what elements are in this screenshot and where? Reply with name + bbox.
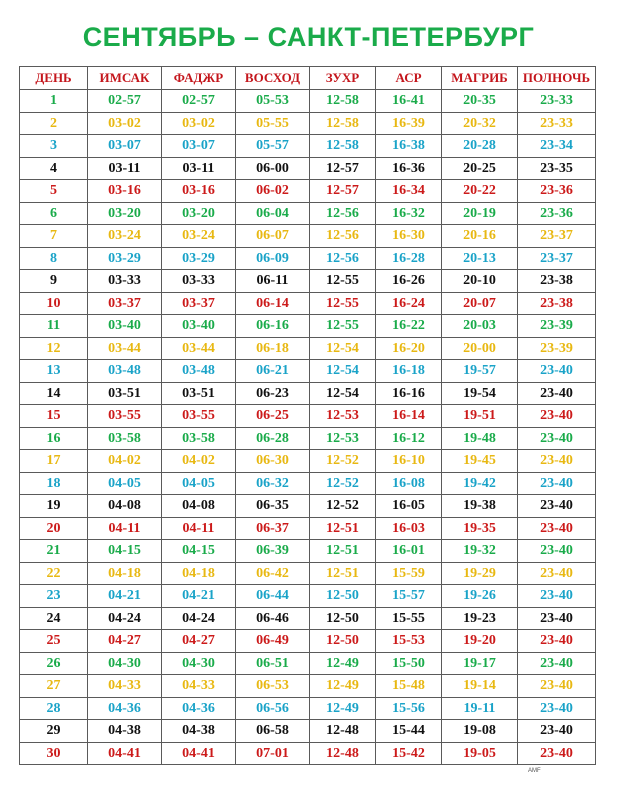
cell-imsak: 04-38 [88,720,162,743]
cell-dhuhr: 12-52 [310,495,376,518]
cell-imsak: 04-11 [88,517,162,540]
table-row [20,360,596,383]
table-row [20,90,596,113]
header-dhuhr: ЗУХР [310,67,376,90]
cell-day: 10 [20,292,88,315]
cell-day: 26 [20,652,88,675]
cell-maghrib: 19-14 [442,675,518,698]
cell-fajr: 03-33 [162,270,236,293]
cell-asr: 16-24 [376,292,442,315]
cell-fajr: 04-02 [162,450,236,473]
table-row [20,630,596,653]
cell-sunrise: 06-21 [236,360,310,383]
cell-maghrib: 19-32 [442,540,518,563]
cell-fajr: 04-05 [162,472,236,495]
cell-maghrib: 20-16 [442,225,518,248]
cell-midnight: 23-40 [518,382,596,405]
cell-maghrib: 19-17 [442,652,518,675]
table-row [20,337,596,360]
cell-sunrise: 06-58 [236,720,310,743]
cell-imsak: 04-05 [88,472,162,495]
cell-day: 23 [20,585,88,608]
page-title: СЕНТЯБРЬ – САНКТ-ПЕТЕРБУРГ [82,22,535,52]
cell-imsak: 03-33 [88,270,162,293]
cell-day: 21 [20,540,88,563]
cell-maghrib: 20-28 [442,135,518,158]
cell-dhuhr: 12-52 [310,450,376,473]
cell-dhuhr: 12-49 [310,652,376,675]
cell-asr: 16-20 [376,337,442,360]
cell-sunrise: 06-09 [236,247,310,270]
table-row [20,112,596,135]
cell-dhuhr: 12-51 [310,540,376,563]
cell-asr: 16-30 [376,225,442,248]
table-row [20,247,596,270]
cell-imsak: 03-58 [88,427,162,450]
cell-midnight: 23-40 [518,472,596,495]
table-row [20,157,596,180]
cell-dhuhr: 12-53 [310,405,376,428]
table-row [20,180,596,203]
cell-asr: 16-18 [376,360,442,383]
table-row [20,607,596,630]
cell-dhuhr: 12-55 [310,315,376,338]
cell-maghrib: 19-08 [442,720,518,743]
cell-fajr: 04-08 [162,495,236,518]
header-sunrise: ВОСХОД [236,67,310,90]
cell-dhuhr: 12-49 [310,675,376,698]
cell-dhuhr: 12-56 [310,225,376,248]
cell-dhuhr: 12-51 [310,562,376,585]
table-row [20,202,596,225]
cell-sunrise: 06-32 [236,472,310,495]
cell-sunrise: 06-07 [236,225,310,248]
cell-midnight: 23-40 [518,697,596,720]
cell-sunrise: 06-44 [236,585,310,608]
cell-dhuhr: 12-58 [310,112,376,135]
cell-dhuhr: 12-54 [310,382,376,405]
prayer-times-table [19,66,596,765]
cell-fajr: 04-21 [162,585,236,608]
cell-imsak: 03-51 [88,382,162,405]
cell-dhuhr: 12-49 [310,697,376,720]
cell-asr: 15-50 [376,652,442,675]
cell-asr: 16-38 [376,135,442,158]
cell-maghrib: 20-13 [442,247,518,270]
cell-imsak: 04-08 [88,495,162,518]
cell-day: 2 [20,112,88,135]
cell-day: 6 [20,202,88,225]
cell-imsak: 03-16 [88,180,162,203]
cell-sunrise: 06-35 [236,495,310,518]
cell-sunrise: 05-57 [236,135,310,158]
cell-asr: 16-39 [376,112,442,135]
cell-day: 18 [20,472,88,495]
cell-asr: 16-14 [376,405,442,428]
cell-sunrise: 06-23 [236,382,310,405]
cell-sunrise: 06-53 [236,675,310,698]
cell-imsak: 04-27 [88,630,162,653]
table-row [20,382,596,405]
cell-asr: 16-28 [376,247,442,270]
table-row [20,292,596,315]
cell-fajr: 03-51 [162,382,236,405]
cell-midnight: 23-40 [518,360,596,383]
cell-imsak: 04-33 [88,675,162,698]
cell-fajr: 04-33 [162,675,236,698]
cell-sunrise: 06-18 [236,337,310,360]
table-header-row [20,67,596,90]
table-row [20,450,596,473]
cell-dhuhr: 12-50 [310,607,376,630]
cell-sunrise: 07-01 [236,742,310,765]
cell-midnight: 23-40 [518,652,596,675]
cell-midnight: 23-37 [518,225,596,248]
cell-maghrib: 19-11 [442,697,518,720]
cell-day: 1 [20,90,88,113]
cell-midnight: 23-40 [518,450,596,473]
cell-dhuhr: 12-55 [310,292,376,315]
cell-day: 15 [20,405,88,428]
header-midnight: ПОЛНОЧЬ [518,67,596,90]
cell-maghrib: 19-05 [442,742,518,765]
cell-dhuhr: 12-48 [310,720,376,743]
cell-sunrise: 05-55 [236,112,310,135]
cell-asr: 16-08 [376,472,442,495]
cell-day: 30 [20,742,88,765]
cell-sunrise: 06-37 [236,517,310,540]
cell-maghrib: 20-00 [442,337,518,360]
cell-sunrise: 06-39 [236,540,310,563]
cell-maghrib: 19-26 [442,585,518,608]
cell-fajr: 02-57 [162,90,236,113]
cell-day: 28 [20,697,88,720]
cell-maghrib: 20-32 [442,112,518,135]
cell-day: 3 [20,135,88,158]
cell-fajr: 03-11 [162,157,236,180]
cell-midnight: 23-40 [518,427,596,450]
table-row [20,697,596,720]
cell-dhuhr: 12-58 [310,90,376,113]
cell-fajr: 03-37 [162,292,236,315]
cell-fajr: 04-18 [162,562,236,585]
cell-asr: 16-34 [376,180,442,203]
cell-fajr: 04-38 [162,720,236,743]
cell-fajr: 03-44 [162,337,236,360]
cell-dhuhr: 12-54 [310,360,376,383]
cell-sunrise: 05-53 [236,90,310,113]
cell-maghrib: 20-07 [442,292,518,315]
cell-day: 11 [20,315,88,338]
cell-dhuhr: 12-56 [310,202,376,225]
cell-midnight: 23-38 [518,270,596,293]
cell-maghrib: 20-25 [442,157,518,180]
table-row [20,495,596,518]
cell-day: 4 [20,157,88,180]
cell-asr: 15-55 [376,607,442,630]
table-row [20,405,596,428]
cell-fajr: 04-11 [162,517,236,540]
cell-day: 13 [20,360,88,383]
cell-sunrise: 06-25 [236,405,310,428]
cell-day: 12 [20,337,88,360]
cell-day: 7 [20,225,88,248]
cell-maghrib: 20-10 [442,270,518,293]
cell-midnight: 23-34 [518,135,596,158]
cell-dhuhr: 12-57 [310,157,376,180]
cell-sunrise: 06-04 [236,202,310,225]
cell-imsak: 04-24 [88,607,162,630]
cell-day: 29 [20,720,88,743]
cell-midnight: 23-33 [518,112,596,135]
cell-midnight: 23-40 [518,495,596,518]
cell-asr: 16-41 [376,90,442,113]
table-row [20,315,596,338]
cell-sunrise: 06-28 [236,427,310,450]
cell-imsak: 03-48 [88,360,162,383]
cell-fajr: 03-07 [162,135,236,158]
cell-midnight: 23-40 [518,742,596,765]
cell-dhuhr: 12-48 [310,742,376,765]
cell-imsak: 03-29 [88,247,162,270]
cell-maghrib: 19-20 [442,630,518,653]
cell-fajr: 03-24 [162,225,236,248]
cell-imsak: 03-20 [88,202,162,225]
table-row [20,540,596,563]
cell-day: 8 [20,247,88,270]
cell-dhuhr: 12-52 [310,472,376,495]
cell-day: 5 [20,180,88,203]
cell-day: 24 [20,607,88,630]
cell-maghrib: 19-48 [442,427,518,450]
cell-imsak: 04-02 [88,450,162,473]
cell-asr: 16-10 [376,450,442,473]
header-imsak: ИМСАК [88,67,162,90]
cell-midnight: 23-36 [518,202,596,225]
cell-maghrib: 19-45 [442,450,518,473]
cell-midnight: 23-40 [518,585,596,608]
cell-fajr: 03-29 [162,247,236,270]
cell-asr: 15-53 [376,630,442,653]
cell-asr: 15-59 [376,562,442,585]
cell-midnight: 23-40 [518,517,596,540]
cell-asr: 16-01 [376,540,442,563]
table-row [20,517,596,540]
cell-asr: 16-16 [376,382,442,405]
cell-maghrib: 19-23 [442,607,518,630]
cell-imsak: 02-57 [88,90,162,113]
cell-dhuhr: 12-51 [310,517,376,540]
cell-fajr: 04-36 [162,697,236,720]
cell-imsak: 03-55 [88,405,162,428]
table-body [20,90,596,765]
cell-imsak: 03-24 [88,225,162,248]
table-row [20,585,596,608]
cell-day: 20 [20,517,88,540]
cell-midnight: 23-40 [518,720,596,743]
cell-imsak: 03-11 [88,157,162,180]
cell-asr: 16-12 [376,427,442,450]
cell-fajr: 03-58 [162,427,236,450]
cell-dhuhr: 12-56 [310,247,376,270]
cell-sunrise: 06-30 [236,450,310,473]
cell-asr: 16-32 [376,202,442,225]
cell-day: 17 [20,450,88,473]
cell-imsak: 03-37 [88,292,162,315]
cell-midnight: 23-33 [518,90,596,113]
cell-maghrib: 20-19 [442,202,518,225]
table-row [20,472,596,495]
cell-dhuhr: 12-53 [310,427,376,450]
cell-fajr: 03-40 [162,315,236,338]
cell-sunrise: 06-00 [236,157,310,180]
cell-fajr: 04-24 [162,607,236,630]
cell-imsak: 04-15 [88,540,162,563]
cell-maghrib: 20-03 [442,315,518,338]
cell-imsak: 03-07 [88,135,162,158]
cell-imsak: 04-21 [88,585,162,608]
cell-dhuhr: 12-50 [310,585,376,608]
cell-sunrise: 06-46 [236,607,310,630]
table-row [20,720,596,743]
header-asr: АСР [376,67,442,90]
cell-fajr: 03-02 [162,112,236,135]
cell-sunrise: 06-51 [236,652,310,675]
cell-imsak: 04-18 [88,562,162,585]
cell-midnight: 23-36 [518,180,596,203]
cell-fajr: 04-27 [162,630,236,653]
table-row [20,562,596,585]
cell-maghrib: 20-35 [442,90,518,113]
cell-sunrise: 06-42 [236,562,310,585]
cell-imsak: 04-30 [88,652,162,675]
cell-asr: 15-57 [376,585,442,608]
footer-mark: AMF [528,768,541,774]
cell-midnight: 23-40 [518,607,596,630]
cell-asr: 15-44 [376,720,442,743]
cell-dhuhr: 12-54 [310,337,376,360]
cell-asr: 16-22 [376,315,442,338]
table-row [20,742,596,765]
cell-maghrib: 19-54 [442,382,518,405]
cell-asr: 16-26 [376,270,442,293]
cell-midnight: 23-40 [518,630,596,653]
cell-midnight: 23-35 [518,157,596,180]
cell-day: 22 [20,562,88,585]
cell-asr: 15-42 [376,742,442,765]
table-row [20,675,596,698]
cell-imsak: 04-41 [88,742,162,765]
cell-day: 19 [20,495,88,518]
cell-maghrib: 19-29 [442,562,518,585]
cell-asr: 16-36 [376,157,442,180]
cell-dhuhr: 12-57 [310,180,376,203]
cell-asr: 15-56 [376,697,442,720]
cell-dhuhr: 12-55 [310,270,376,293]
cell-midnight: 23-39 [518,337,596,360]
cell-dhuhr: 12-50 [310,630,376,653]
cell-maghrib: 20-22 [442,180,518,203]
header-fajr: ФАДЖР [162,67,236,90]
cell-fajr: 03-16 [162,180,236,203]
cell-imsak: 03-02 [88,112,162,135]
cell-day: 14 [20,382,88,405]
cell-imsak: 04-36 [88,697,162,720]
cell-imsak: 03-40 [88,315,162,338]
cell-asr: 15-48 [376,675,442,698]
cell-fajr: 04-41 [162,742,236,765]
cell-sunrise: 06-56 [236,697,310,720]
cell-midnight: 23-40 [518,540,596,563]
cell-midnight: 23-37 [518,247,596,270]
cell-day: 16 [20,427,88,450]
table-row [20,225,596,248]
cell-fajr: 03-20 [162,202,236,225]
cell-day: 25 [20,630,88,653]
cell-sunrise: 06-49 [236,630,310,653]
cell-midnight: 23-40 [518,675,596,698]
cell-day: 9 [20,270,88,293]
cell-maghrib: 19-51 [442,405,518,428]
cell-fajr: 04-15 [162,540,236,563]
cell-midnight: 23-40 [518,562,596,585]
cell-midnight: 23-38 [518,292,596,315]
table-row [20,270,596,293]
header-day: ДЕНЬ [20,67,88,90]
cell-midnight: 23-39 [518,315,596,338]
cell-maghrib: 19-42 [442,472,518,495]
table-row [20,427,596,450]
header-maghrib: МАГРИБ [442,67,518,90]
table-row [20,652,596,675]
cell-midnight: 23-40 [518,405,596,428]
table-row [20,135,596,158]
cell-fajr: 04-30 [162,652,236,675]
cell-sunrise: 06-14 [236,292,310,315]
cell-sunrise: 06-11 [236,270,310,293]
cell-imsak: 03-44 [88,337,162,360]
cell-dhuhr: 12-58 [310,135,376,158]
cell-fajr: 03-55 [162,405,236,428]
cell-maghrib: 19-57 [442,360,518,383]
cell-fajr: 03-48 [162,360,236,383]
cell-asr: 16-03 [376,517,442,540]
cell-asr: 16-05 [376,495,442,518]
cell-sunrise: 06-02 [236,180,310,203]
cell-maghrib: 19-38 [442,495,518,518]
cell-maghrib: 19-35 [442,517,518,540]
cell-sunrise: 06-16 [236,315,310,338]
cell-day: 27 [20,675,88,698]
